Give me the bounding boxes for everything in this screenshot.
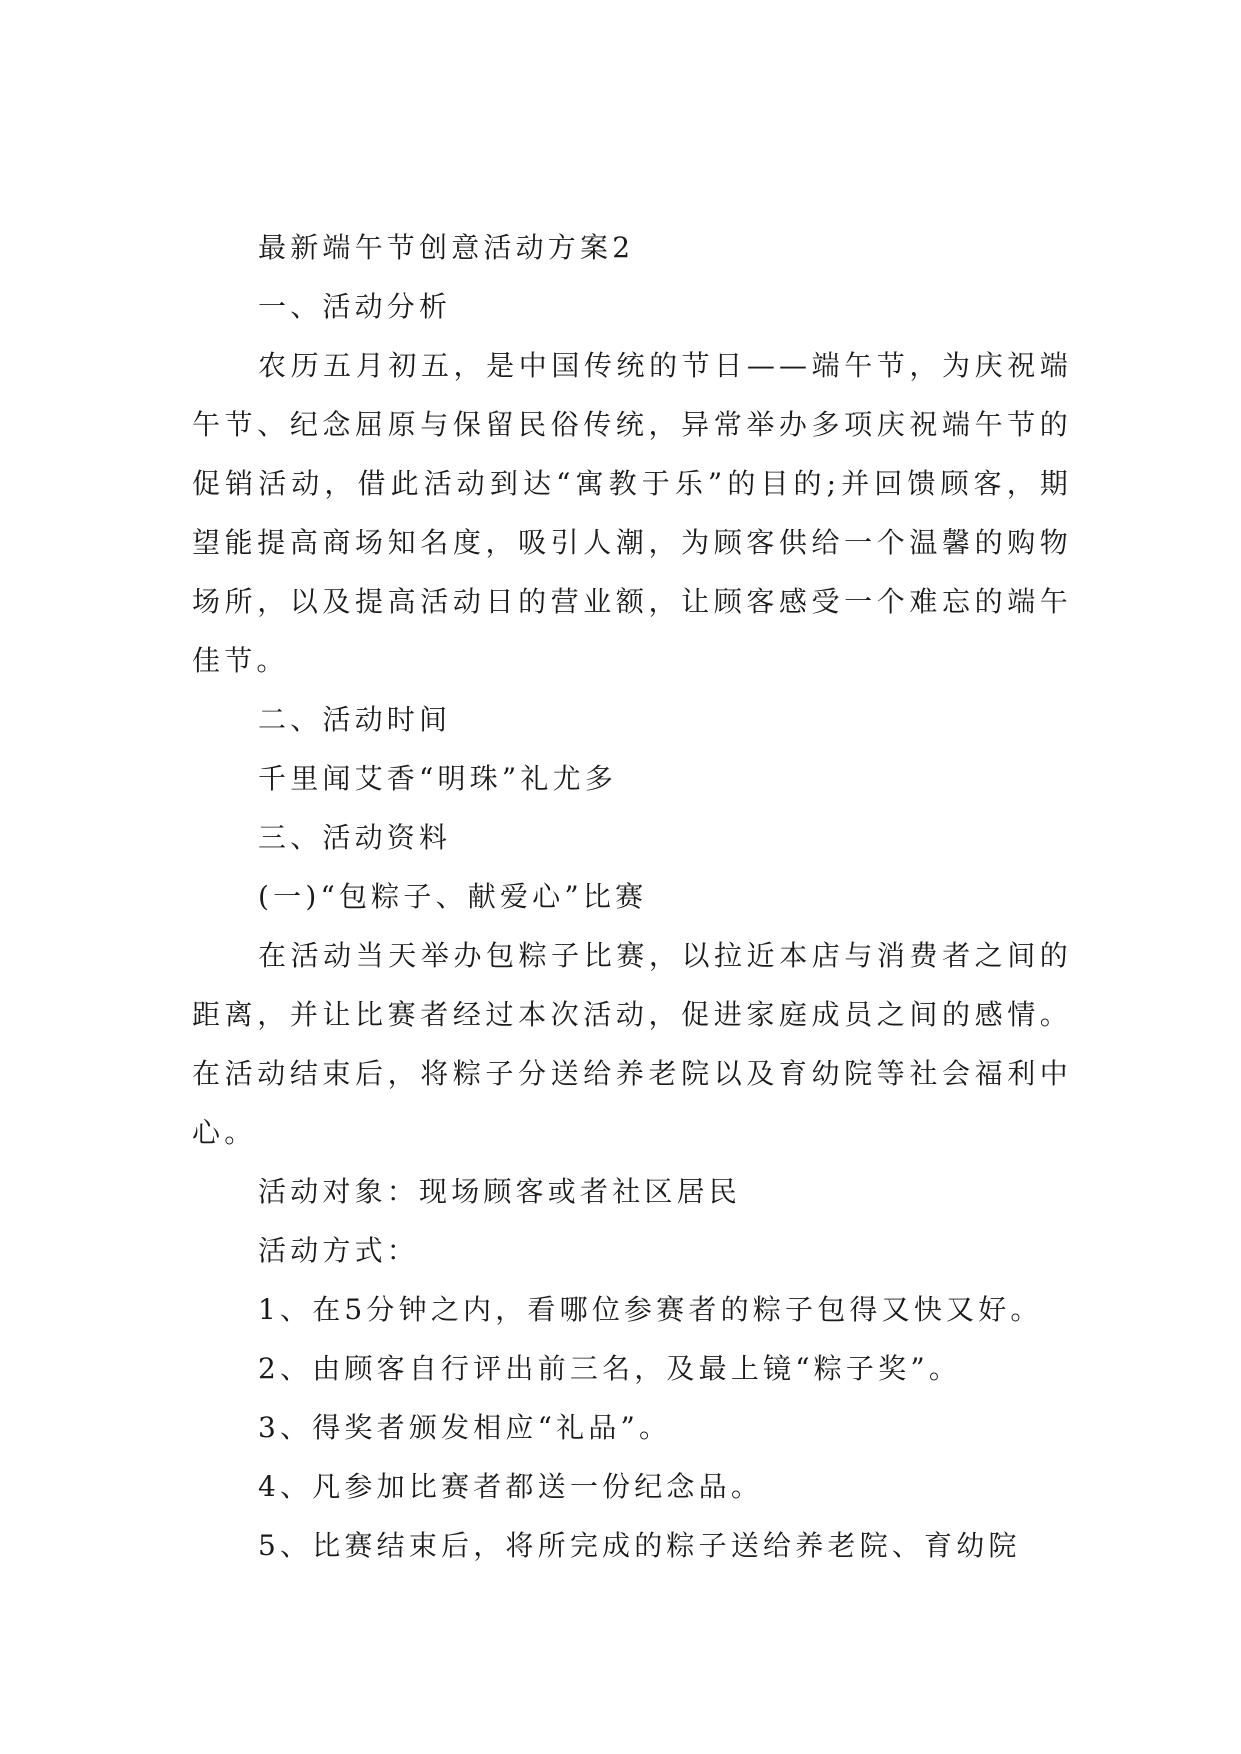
paragraph-method-label: 活动方式： bbox=[258, 1234, 420, 1267]
section-heading-time: 二、活动时间 bbox=[258, 703, 452, 736]
paragraph-target: 活动对象：现场顾客或者社区居民 bbox=[258, 1175, 742, 1208]
list-item-5: 5、比赛结束后，将所完成的粽子送给养老院、育幼院 bbox=[258, 1529, 1021, 1562]
section-heading-materials: 三、活动资料 bbox=[258, 821, 452, 854]
section-heading-analysis: 一、活动分析 bbox=[258, 290, 452, 323]
paragraph-analysis: 农历五月初五，是中国传统的节日——端午节，为庆祝端午节、纪念屈原与保留民俗传统，异常举办多项庆祝端午节的促销活动，借此活动到达“寓教于乐”的目的;并回馈顾客，期望能提高商场知名度，吸引人潮，为顾客供给一个温馨的购物场所，以及提高活动日的营业额，让顾客感受一个难忘的端午佳节。 bbox=[192, 349, 1072, 677]
document-title: 最新端午节创意活动方案2 bbox=[258, 231, 635, 264]
document-body bbox=[192, 218, 1072, 1575]
list-item-3: 3、得奖者颁发相应“礼品”。 bbox=[258, 1411, 672, 1444]
list-item-2: 2、由顾客自行评出前三名，及最上镜“粽子奖”。 bbox=[258, 1352, 962, 1385]
subsection-heading-contest: (一)“包粽子、献爱心”比赛 bbox=[258, 880, 648, 913]
list-item-4: 4、凡参加比赛者都送一份纪念品。 bbox=[258, 1470, 764, 1503]
paragraph-contest: 在活动当天举办包粽子比赛，以拉近本店与消费者之间的距离，并让比赛者经过本次活动，促进家庭成员之间的感情。在活动结束后，将粽子分送给养老院以及育幼院等社会福利中心。 bbox=[192, 939, 1072, 1149]
list-item-1: 1、在5分钟之内，看哪位参赛者的粽子包得又快又好。 bbox=[258, 1293, 1043, 1326]
paragraph-time: 千里闻艾香“明珠”礼尤多 bbox=[258, 762, 618, 795]
